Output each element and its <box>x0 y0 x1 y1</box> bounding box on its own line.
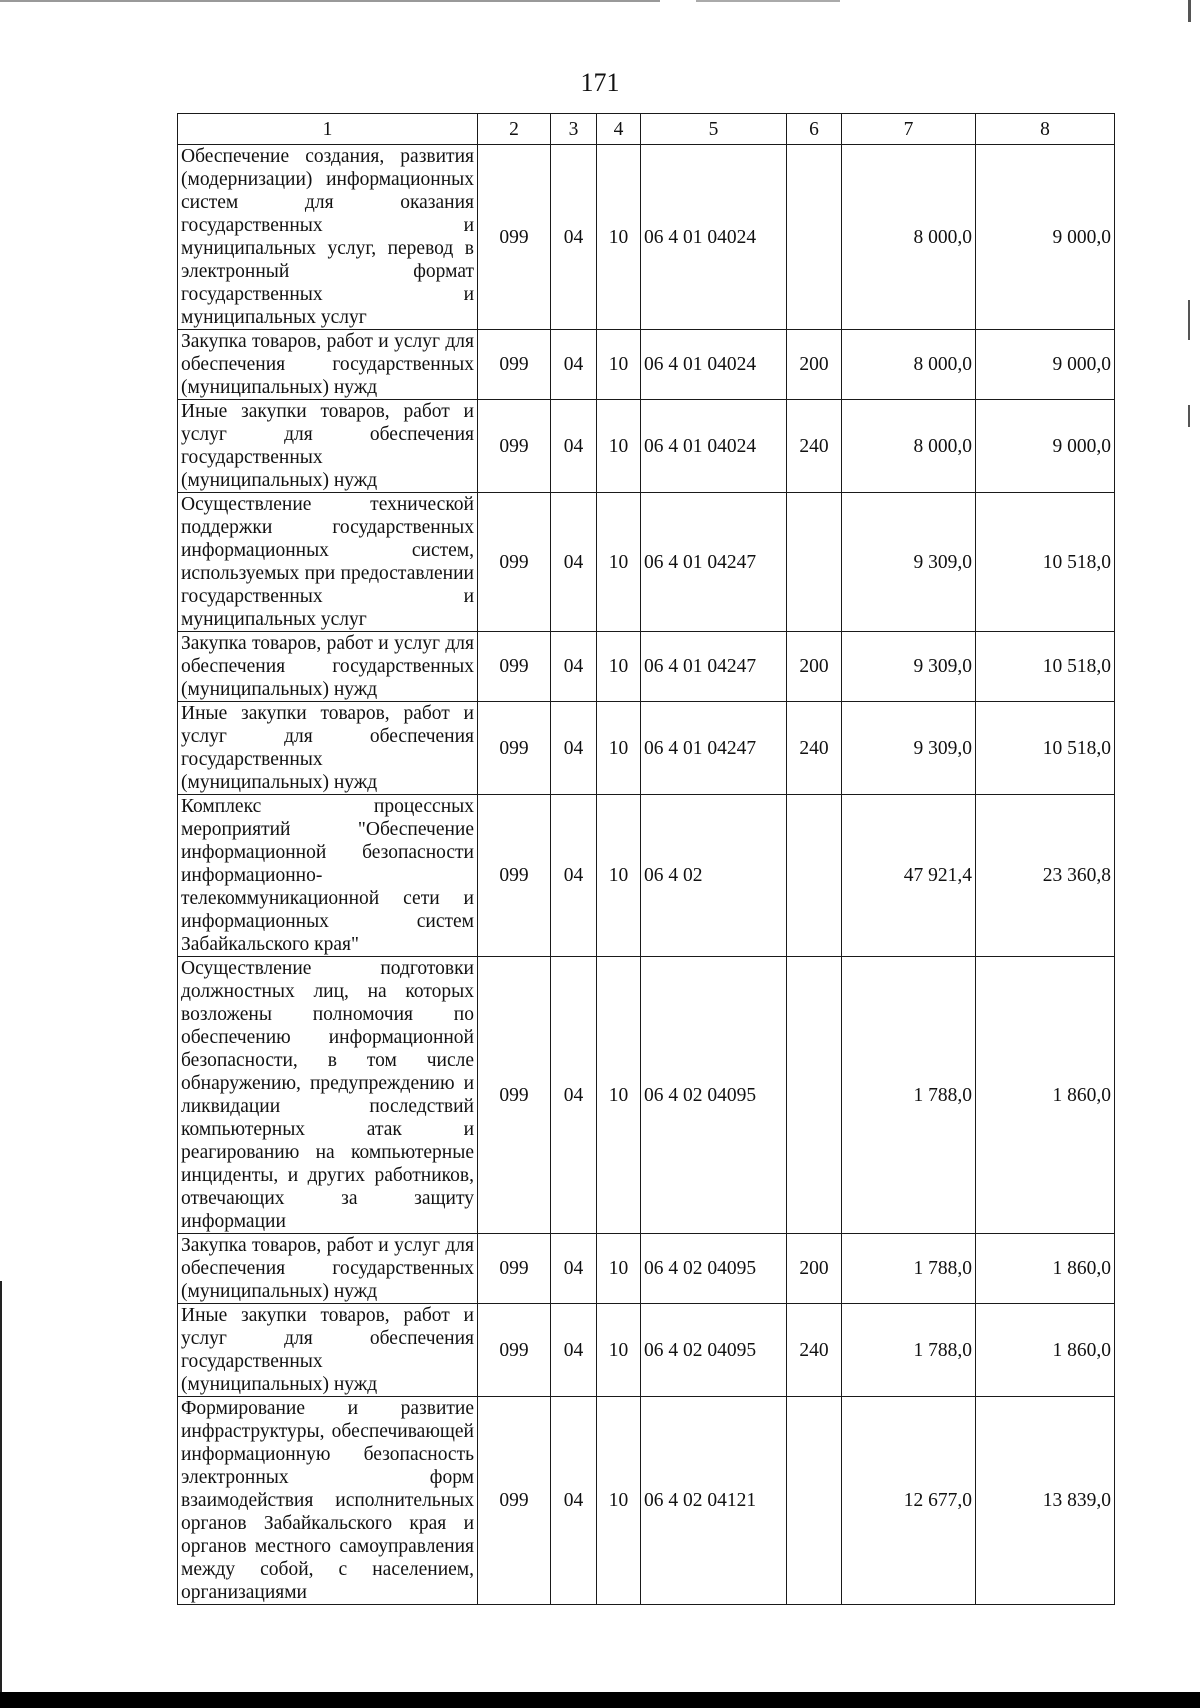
amount-col8: 1 860,0 <box>976 1304 1115 1397</box>
expense-type-code: 240 <box>787 400 842 493</box>
table-row <box>178 1397 1115 1605</box>
target-article-code: 06 4 01 04247 <box>641 493 787 632</box>
row-name: Закупка товаров, работ и услуг для обеспечения государственных (муниципальных) нужд <box>178 330 478 400</box>
expense-type-code <box>787 145 842 330</box>
ministry-code: 099 <box>478 145 551 330</box>
table-row <box>178 330 1115 400</box>
ministry-code: 099 <box>478 702 551 795</box>
target-article-code: 06 4 01 04247 <box>641 702 787 795</box>
expense-type-code <box>787 1397 842 1605</box>
section-code: 04 <box>551 1234 597 1304</box>
expense-type-code <box>787 795 842 957</box>
amount-col7: 9 309,0 <box>842 632 976 702</box>
target-article-code: 06 4 01 04247 <box>641 632 787 702</box>
ministry-code: 099 <box>478 1397 551 1605</box>
amount-col8: 10 518,0 <box>976 493 1115 632</box>
section-code: 04 <box>551 957 597 1234</box>
expense-type-code: 200 <box>787 330 842 400</box>
amount-col7: 9 309,0 <box>842 493 976 632</box>
row-name: Осуществление технической поддержки государственных информационных систем, используемых при предоставлении государственных и муниципальных услуг <box>178 493 478 632</box>
column-header: 2 <box>478 114 551 145</box>
scan-margin-mark <box>1188 300 1190 340</box>
expense-type-code: 200 <box>787 1234 842 1304</box>
amount-col8: 10 518,0 <box>976 702 1115 795</box>
ministry-code: 099 <box>478 493 551 632</box>
amount-col8: 23 360,8 <box>976 795 1115 957</box>
table-row <box>178 1304 1115 1397</box>
section-code: 04 <box>551 702 597 795</box>
table-row <box>178 493 1115 632</box>
column-header: 8 <box>976 114 1115 145</box>
section-code: 04 <box>551 795 597 957</box>
section-code: 04 <box>551 632 597 702</box>
amount-col7: 1 788,0 <box>842 1234 976 1304</box>
table-row <box>178 702 1115 795</box>
section-code: 04 <box>551 330 597 400</box>
subsection-code: 10 <box>597 145 641 330</box>
table-row <box>178 632 1115 702</box>
expense-type-code: 240 <box>787 1304 842 1397</box>
amount-col7: 8 000,0 <box>842 400 976 493</box>
ministry-code: 099 <box>478 330 551 400</box>
target-article-code: 06 4 02 04095 <box>641 1234 787 1304</box>
row-name: Осуществление подготовки должностных лиц, на которых возложены полномочия по обеспечению информационной безопасности, в том числе обнаружению, предупреждению и ликвидации последствий компьютерных атак и реагированию на компьютерные инциденты, и других работников, отвечающих за защиту информации <box>178 957 478 1234</box>
section-code: 04 <box>551 493 597 632</box>
scan-bottom-border <box>0 1692 1200 1708</box>
amount-col7: 8 000,0 <box>842 330 976 400</box>
amount-col7: 8 000,0 <box>842 145 976 330</box>
row-name: Формирование и развитие инфраструктуры, обеспечивающей информационную безопасность электронных форм взаимодействия исполнительных органов Забайкальского края и органов местного самоуправления между собой, с населением, организациями <box>178 1397 478 1605</box>
target-article-code: 06 4 01 04024 <box>641 330 787 400</box>
target-article-code: 06 4 02 04095 <box>641 957 787 1234</box>
amount-col7: 9 309,0 <box>842 702 976 795</box>
scan-margin-mark <box>1188 0 1191 22</box>
section-code: 04 <box>551 1397 597 1605</box>
subsection-code: 10 <box>597 493 641 632</box>
amount-col7: 1 788,0 <box>842 1304 976 1397</box>
ministry-code: 099 <box>478 795 551 957</box>
row-name: Иные закупки товаров, работ и услуг для обеспечения государственных (муниципальных) нужд <box>178 1304 478 1397</box>
table-row <box>178 957 1115 1234</box>
subsection-code: 10 <box>597 632 641 702</box>
column-header: 4 <box>597 114 641 145</box>
subsection-code: 10 <box>597 702 641 795</box>
expense-type-code: 200 <box>787 632 842 702</box>
row-name: Комплекс процессных мероприятий "Обеспечение информационной безопасности информационно-телекоммуникационной сети и информационных систем Забайкальского края" <box>178 795 478 957</box>
ministry-code: 099 <box>478 632 551 702</box>
table-row <box>178 400 1115 493</box>
column-header: 3 <box>551 114 597 145</box>
scan-top-border <box>0 0 1200 2</box>
amount-col8: 9 000,0 <box>976 400 1115 493</box>
amount-col8: 13 839,0 <box>976 1397 1115 1605</box>
target-article-code: 06 4 02 <box>641 795 787 957</box>
expense-type-code: 240 <box>787 702 842 795</box>
target-article-code: 06 4 01 04024 <box>641 145 787 330</box>
section-code: 04 <box>551 145 597 330</box>
amount-col8: 1 860,0 <box>976 1234 1115 1304</box>
table-row <box>178 1234 1115 1304</box>
amount-col7: 12 677,0 <box>842 1397 976 1605</box>
expense-type-code <box>787 493 842 632</box>
column-header: 1 <box>178 114 478 145</box>
scan-left-border <box>0 0 2 1708</box>
column-header: 7 <box>842 114 976 145</box>
target-article-code: 06 4 02 04121 <box>641 1397 787 1605</box>
column-header: 5 <box>641 114 787 145</box>
row-name: Иные закупки товаров, работ и услуг для обеспечения государственных (муниципальных) нужд <box>178 702 478 795</box>
target-article-code: 06 4 01 04024 <box>641 400 787 493</box>
amount-col8: 9 000,0 <box>976 330 1115 400</box>
subsection-code: 10 <box>597 330 641 400</box>
page-number: 171 <box>580 68 620 97</box>
amount-col8: 10 518,0 <box>976 632 1115 702</box>
row-name: Закупка товаров, работ и услуг для обеспечения государственных (муниципальных) нужд <box>178 1234 478 1304</box>
ministry-code: 099 <box>478 1234 551 1304</box>
table-header-row <box>178 114 1115 145</box>
row-name: Иные закупки товаров, работ и услуг для обеспечения государственных (муниципальных) нужд <box>178 400 478 493</box>
row-name: Закупка товаров, работ и услуг для обеспечения государственных (муниципальных) нужд <box>178 632 478 702</box>
amount-col7: 1 788,0 <box>842 957 976 1234</box>
subsection-code: 10 <box>597 400 641 493</box>
ministry-code: 099 <box>478 400 551 493</box>
amount-col8: 9 000,0 <box>976 145 1115 330</box>
expense-type-code <box>787 957 842 1234</box>
ministry-code: 099 <box>478 957 551 1234</box>
amount-col8: 1 860,0 <box>976 957 1115 1234</box>
subsection-code: 10 <box>597 1234 641 1304</box>
target-article-code: 06 4 02 04095 <box>641 1304 787 1397</box>
subsection-code: 10 <box>597 957 641 1234</box>
amount-col7: 47 921,4 <box>842 795 976 957</box>
subsection-code: 10 <box>597 1397 641 1605</box>
table-row <box>178 145 1115 330</box>
scan-margin-mark <box>1188 405 1190 427</box>
subsection-code: 10 <box>597 795 641 957</box>
section-code: 04 <box>551 400 597 493</box>
row-name: Обеспечение создания, развития (модернизации) информационных систем для оказания государственных и муниципальных услуг, перевод в электронный формат государственных и муниципальных услуг <box>178 145 478 330</box>
budget-table <box>177 113 1115 1605</box>
section-code: 04 <box>551 1304 597 1397</box>
table-row <box>178 795 1115 957</box>
subsection-code: 10 <box>597 1304 641 1397</box>
ministry-code: 099 <box>478 1304 551 1397</box>
column-header: 6 <box>787 114 842 145</box>
